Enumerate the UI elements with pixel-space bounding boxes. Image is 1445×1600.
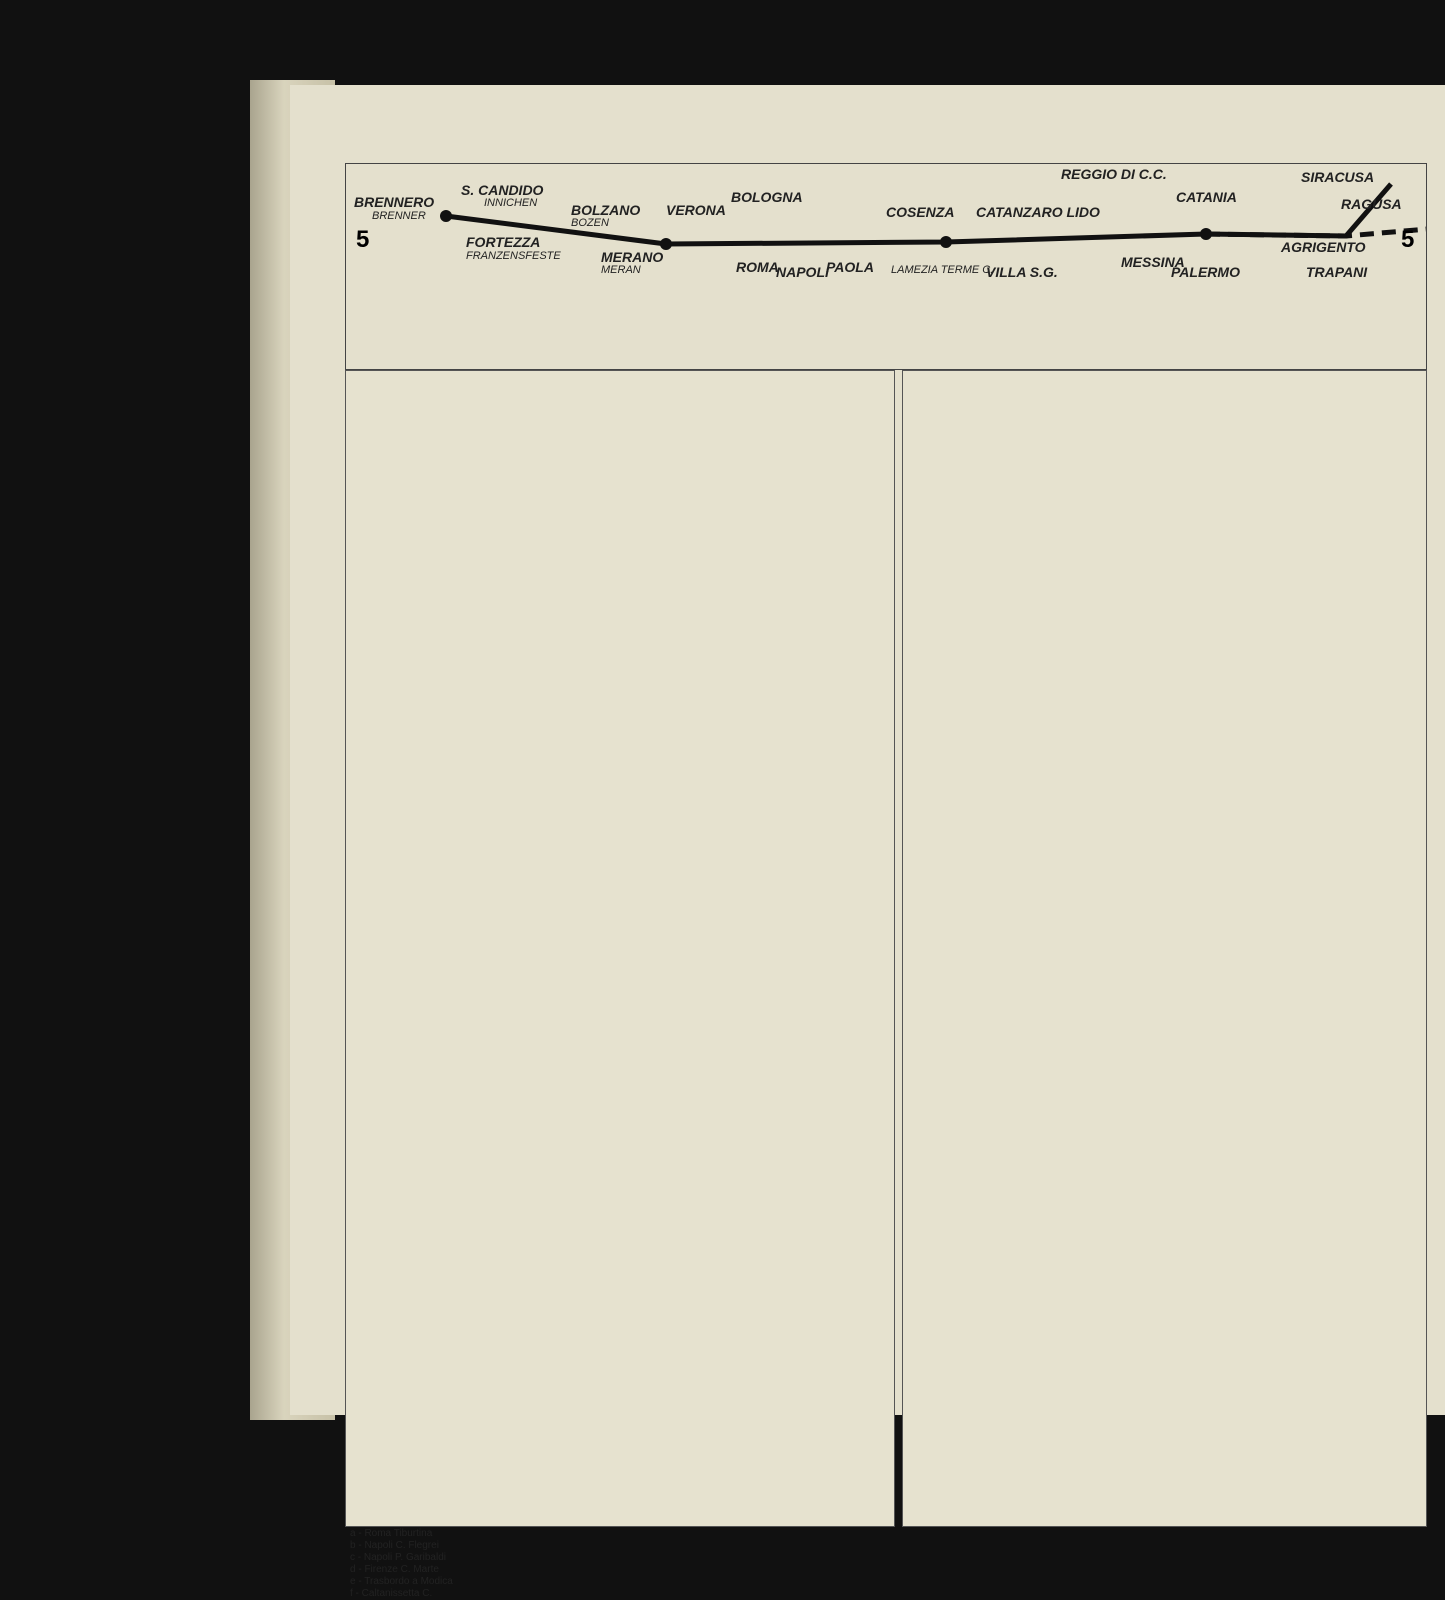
note: f - Caltanissetta C. [350, 1588, 433, 1599]
station-palermo: PALERMO [1171, 264, 1240, 280]
station-lamezia: LAMEZIA TERME C. [891, 264, 994, 276]
station-s-candido: S. CANDIDO [461, 182, 544, 198]
station-bolzano: BOLZANO [571, 202, 641, 218]
station-villa-sg: VILLA S.G. [986, 264, 1058, 280]
station-bologna: BOLOGNA [731, 189, 803, 205]
station-siracusa: SIRACUSA [1301, 169, 1375, 185]
note: d - Firenze C. Marte [350, 1564, 439, 1575]
station-cosenza: COSENZA [886, 204, 955, 220]
station-franzensfeste: FRANZENSFESTE [466, 250, 561, 262]
station-innichen: INNICHEN [484, 197, 538, 209]
table-number-right: 5 [1401, 226, 1415, 253]
station-reggio: REGGIO DI C.C. [1061, 166, 1167, 182]
station-fortezza: FORTEZZA [466, 234, 541, 250]
station-meran: MERAN [601, 264, 641, 276]
table-number: 5 [356, 226, 370, 253]
route-map [345, 163, 1427, 370]
station-catanzaro: CATANZARO LIDO [976, 204, 1100, 220]
station-ragusa: RAGUSA [1341, 196, 1402, 212]
station-messina: MESSINA [1121, 254, 1185, 270]
station-brennero: BRENNERO [354, 194, 435, 210]
note: e - Trasbordo a Modica [350, 1576, 453, 1587]
note: b - Napoli C. Flegrei [350, 1540, 439, 1551]
note: a - Roma Tiburtina [350, 1528, 433, 1539]
station-bozen: BOZEN [571, 217, 609, 229]
timetable-right [902, 370, 1427, 1527]
station-napoli: NAPOLI [776, 264, 829, 280]
station-brenner: BRENNER [372, 210, 426, 222]
station-catania: CATANIA [1176, 189, 1237, 205]
station-roma: ROMA [736, 259, 779, 275]
station-agrigento: AGRIGENTO [1281, 239, 1366, 255]
station-trapani: TRAPANI [1306, 264, 1368, 280]
station-paola: PAOLA [826, 259, 874, 275]
station-verona: VERONA [666, 202, 726, 218]
note: c - Napoli P. Garibaldi [350, 1552, 446, 1563]
notes-abbreviations [350, 1528, 453, 1600]
timetable-left [345, 370, 895, 1527]
station-merano: MERANO [601, 249, 664, 265]
timetable-page [290, 85, 1445, 1599]
